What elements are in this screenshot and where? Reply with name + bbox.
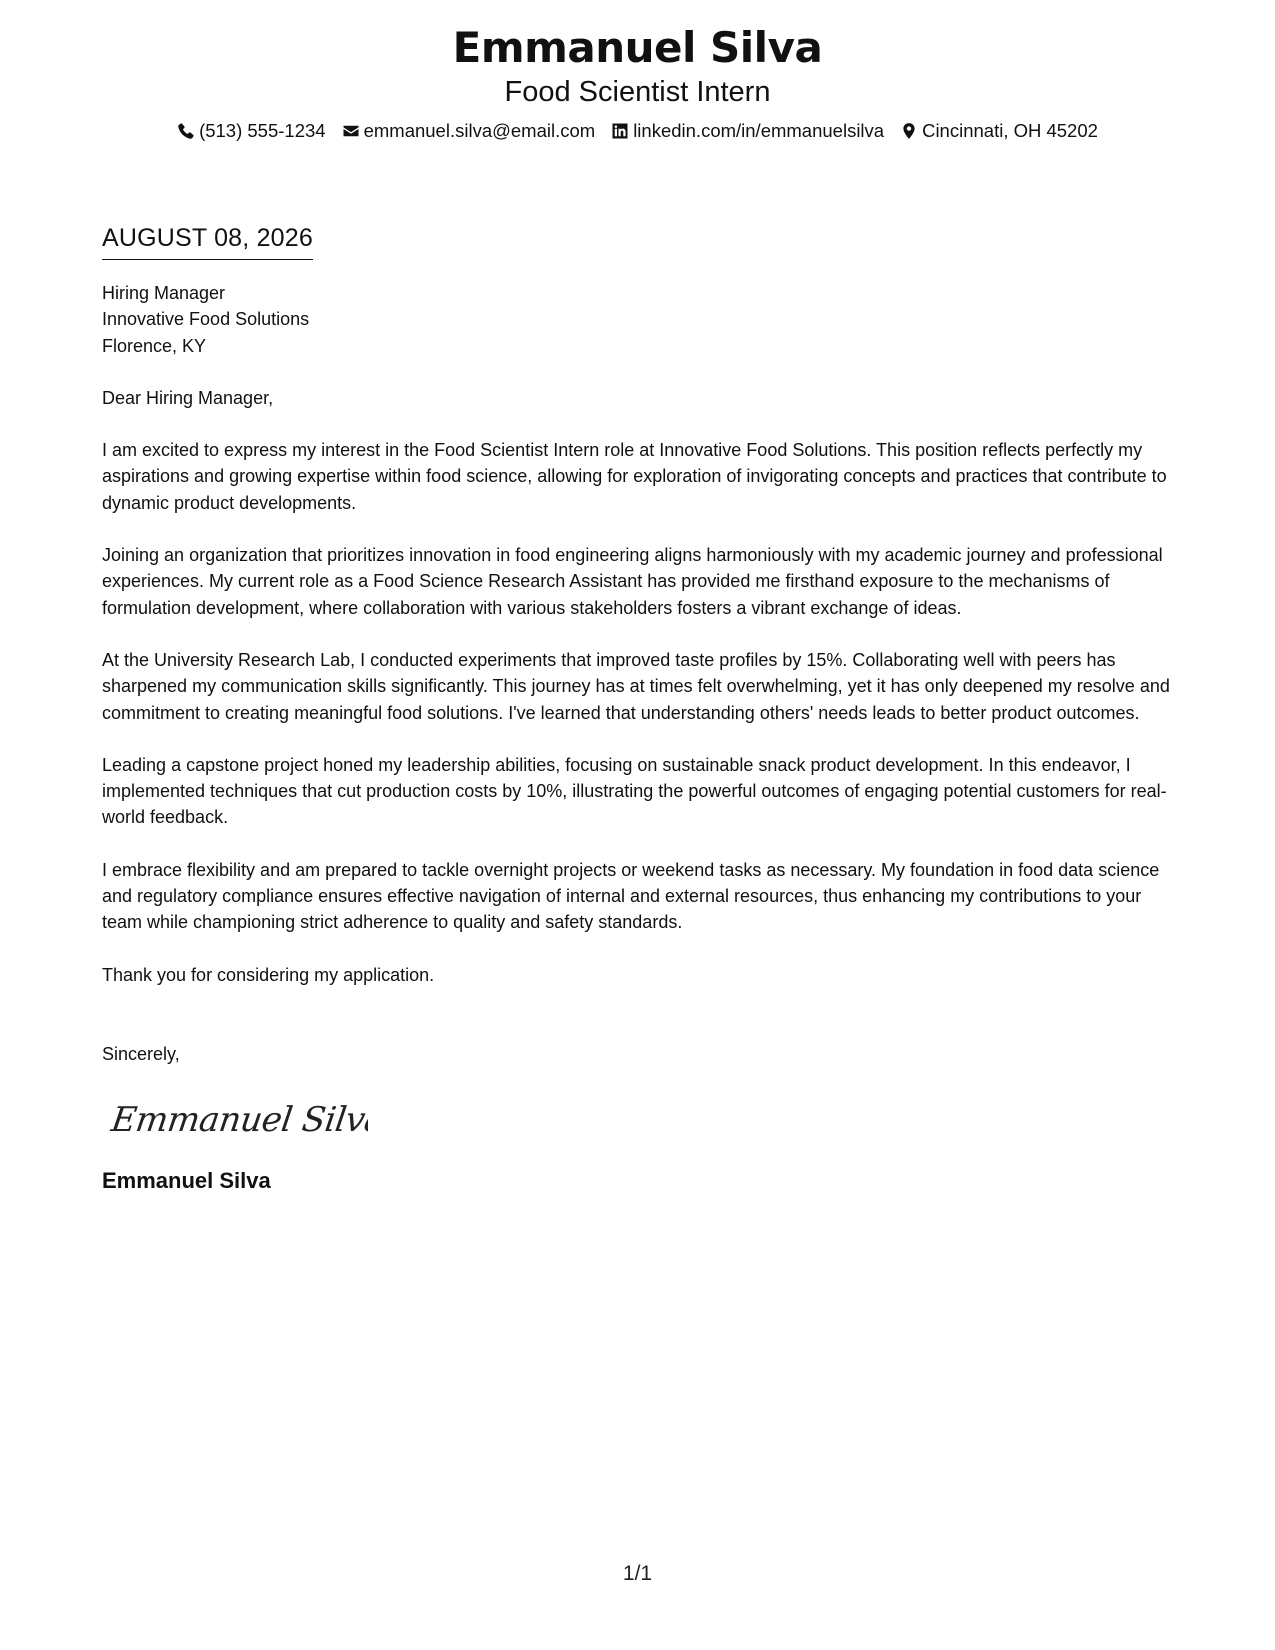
body-paragraph: Joining an organization that prioritizes innovation in food engineering aligns harmoniously with my academic journey and professional experiences. My current role as a Food Science Research Assistant has provided me firsthand exposure to the mechanisms of formulation development, where collaboration with various stakeholders fosters a vibrant exchange of ideas. (102, 545, 1163, 618)
handwritten-signature (108, 1089, 368, 1149)
recipient-line: Florence, KY (102, 335, 207, 356)
salutation: Dear Hiring Manager, (102, 387, 274, 408)
linkedin-text: linkedin.com/in/emmanuelsilva (633, 120, 885, 141)
page-number: 1/1 (622, 1562, 653, 1585)
body-paragraph: At the University Research Lab, I conducted experiments that improved taste profiles by 15%. Collaborating well with peers has sharpened my communication skills significantly. This journey has at times felt overwhelming, yet it has only deepened my resolve and commitment to creating meaningful food solutions. I've learned that understanding others' needs leads to better product outcomes. (102, 649, 1170, 723)
recipient-line: Innovative Food Solutions (102, 309, 310, 330)
letter-header (0, 22, 1275, 143)
contact-info (0, 119, 1275, 143)
phone-icon (177, 122, 195, 140)
contact-phone (177, 119, 326, 143)
linkedin-icon (611, 122, 629, 140)
phone-text: (513) 555-1234 (199, 120, 326, 141)
body-paragraph: I embrace flexibility and am prepared to tackle overnight projects or weekend tasks as necessary. My foundation in food data science and regulatory compliance ensures effective navigation of internal and external resources, thus enhancing my contributions to your team while championing strict adherence to quality and safety standards. (102, 859, 1160, 933)
closing: Sincerely, (102, 1043, 180, 1064)
contact-location (900, 119, 1098, 143)
email-text: emmanuel.silva@email.com (363, 120, 596, 141)
location-text: Cincinnati, OH 45202 (922, 120, 1098, 141)
contact-email (342, 119, 596, 143)
signature-image (108, 1089, 368, 1149)
job-title: Food Scientist Intern (504, 76, 771, 108)
map-pin-icon (900, 122, 918, 140)
recipient-block (102, 280, 1182, 359)
envelope-icon (342, 122, 360, 140)
letter-body (102, 222, 1182, 1195)
applicant-name: Emmanuel Silva (452, 23, 823, 72)
body-paragraph: I am excited to express my interest in the Food Scientist Intern role at Innovative Food Solutions. This position reflects perfectly my aspirations and growing expertise within food science, allowing for exploration of invigorating concepts and practices that contribute to dynamic product developments. (102, 440, 1167, 513)
recipient-line: Hiring Manager (102, 283, 226, 303)
contact-linkedin (611, 119, 884, 143)
letter-date: AUGUST 08, 2026 (102, 222, 313, 260)
thank-you-line: Thank you for considering my application. (102, 964, 435, 985)
svg-text:Emmanuel Silva: Emmanuel Silva (108, 1100, 368, 1141)
signer-name: Emmanuel Silva (102, 1168, 271, 1194)
body-paragraph: Leading a capstone project honed my leadership abilities, focusing on sustainable snack product development. In this endeavor, I implemented techniques that cut production costs by 10%, illustrating the powerful outcomes of engaging potential customers for real-world feedback. (102, 754, 1167, 828)
